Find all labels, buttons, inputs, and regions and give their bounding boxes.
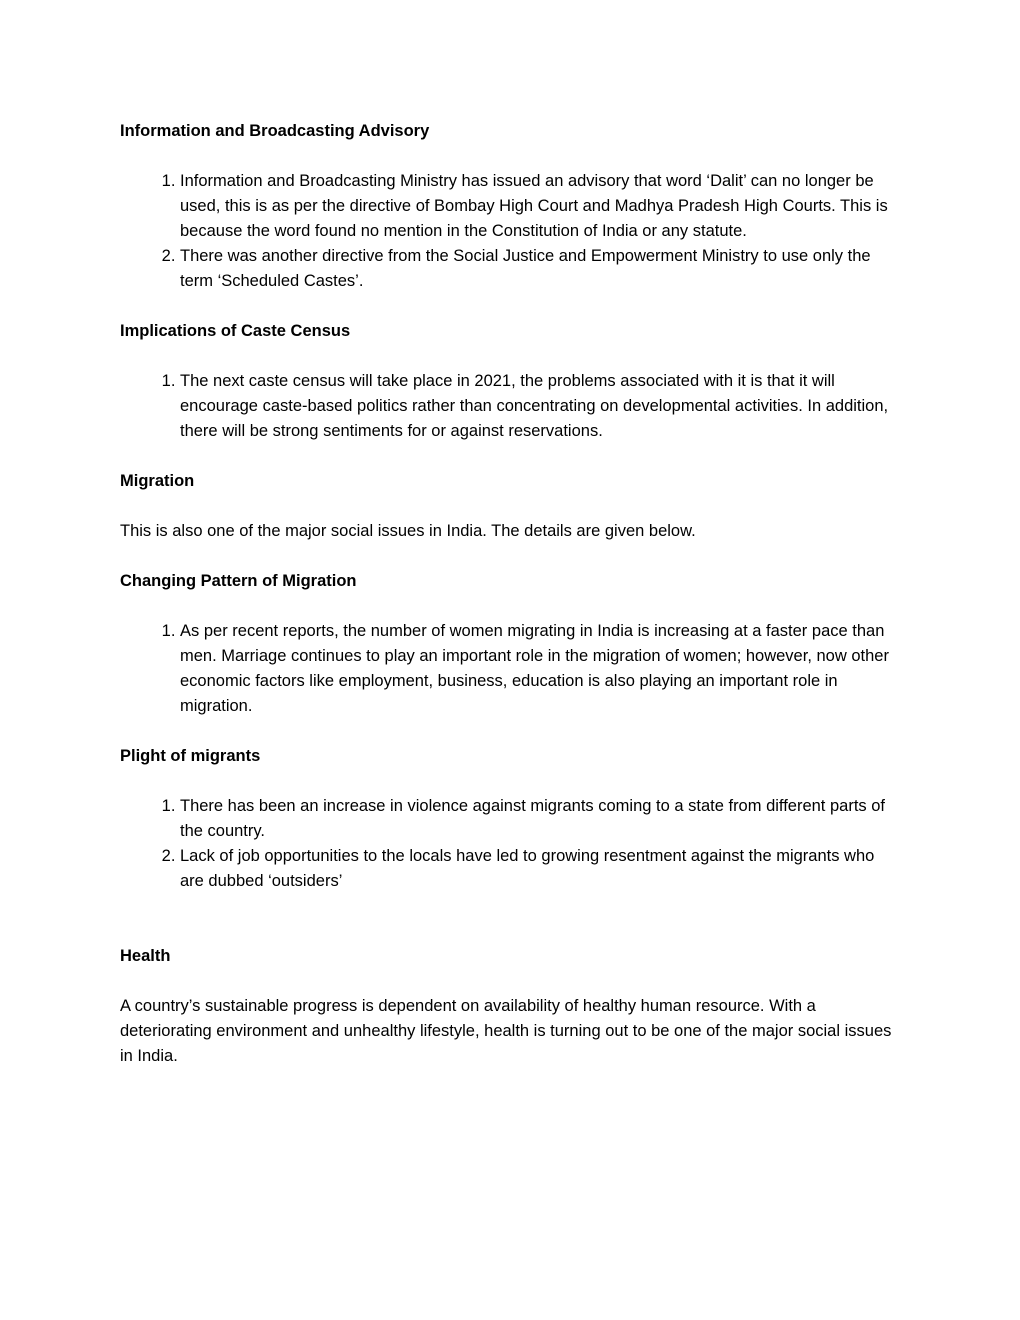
numbered-list xyxy=(120,794,900,894)
section-heading: Plight of migrants xyxy=(120,747,261,765)
numbered-list xyxy=(120,169,900,294)
section-heading: Migration xyxy=(120,472,195,490)
list-item: 2. Lack of job opportunities to the locals have led to growing resentment against the migrants who are dubbed ‘outsiders’ xyxy=(180,844,900,894)
document-content xyxy=(120,119,900,1094)
paragraph: A country’s sustainable progress is dependent on availability of healthy human resource. With a deteriorating environment and unhealthy lifestyle, health is turning out to be one of the major social issues in India. xyxy=(120,997,892,1065)
section-heading: Implications of Caste Census xyxy=(120,322,351,340)
numbered-list xyxy=(120,369,900,444)
list-item: 1. Information and Broadcasting Ministry has issued an advisory that word ‘Dalit’ can no longer be used, this is as per the directive of Bombay High Court and Madhya Pradesh High Courts. This is because the word found no mention in the Constitution of India or any statute. xyxy=(180,169,900,244)
spacer xyxy=(120,919,900,944)
paragraph: This is also one of the major social issues in India. The details are given below. xyxy=(120,522,696,540)
list-item: 1. As per recent reports, the number of women migrating in India is increasing at a faster pace than men. Marriage continues to play an important role in the migration of women; however, now other economic factors like employment, business, education is also playing an important role in migration. xyxy=(180,619,900,719)
section-heading: Health xyxy=(120,947,171,965)
list-item: 1. There has been an increase in violence against migrants coming to a state from different parts of the country. xyxy=(180,794,900,844)
list-item: 2. There was another directive from the Social Justice and Empowerment Ministry to use only the term ‘Scheduled Castes’. xyxy=(180,244,900,294)
list-item: 1. The next caste census will take place in 2021, the problems associated with it is that it will encourage caste-based politics rather than concentrating on developmental activities. In addition, there will be strong sentiments for or against reservations. xyxy=(180,369,900,444)
section-heading: Information and Broadcasting Advisory xyxy=(120,122,430,140)
section-heading: Changing Pattern of Migration xyxy=(120,572,357,590)
numbered-list xyxy=(120,619,900,719)
